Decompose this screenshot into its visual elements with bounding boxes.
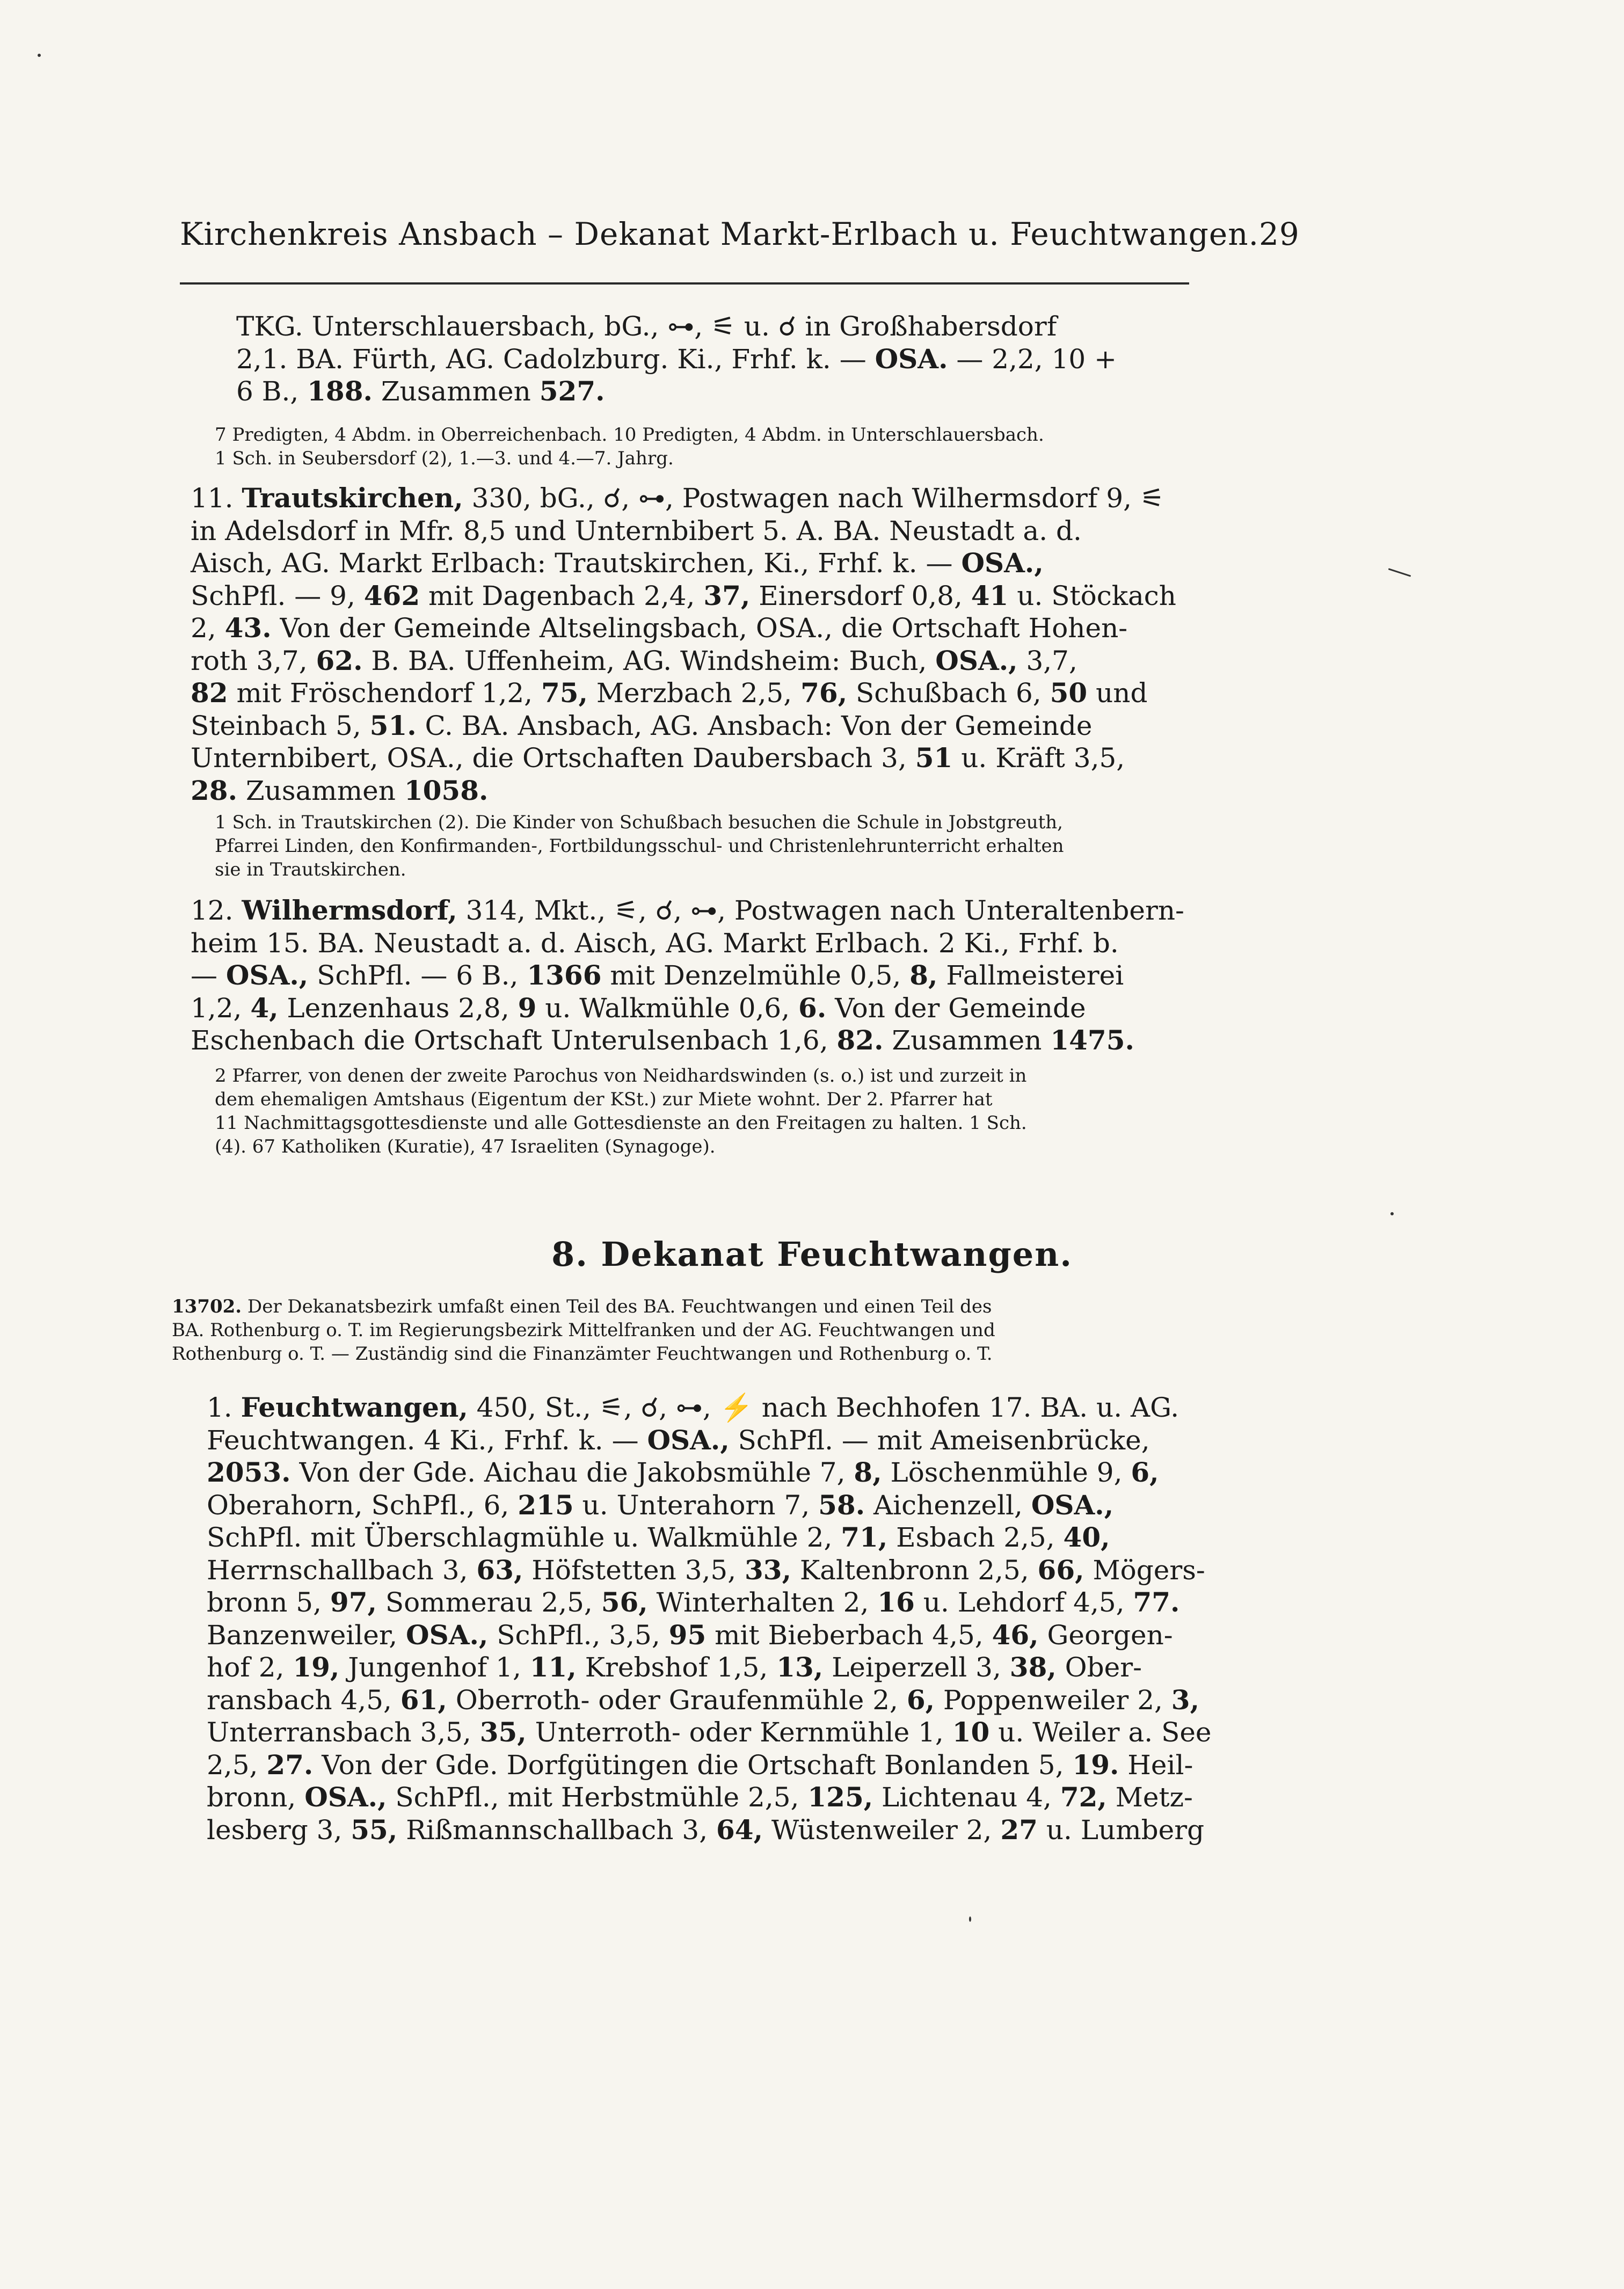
text-run: 11. xyxy=(191,483,242,514)
text-run: Rothenburg o. T. — Zuständig sind die Finanzämter Feuchtwangen und Rothenburg o. T. xyxy=(172,1343,993,1365)
text-line xyxy=(215,1135,1027,1158)
text-run: Trautskirchen, xyxy=(242,482,463,514)
text-run: 43. xyxy=(224,612,272,644)
text-line xyxy=(191,645,1176,677)
text-run: SchPfl. mit Überschlagmühle u. Walkmühle 2, xyxy=(207,1522,841,1553)
text-run: C. BA. Ansbach, AG. Ansbach: Von der Gemeinde xyxy=(416,710,1093,741)
text-run: dem ehemaligen Amtshaus (Eigentum der KSt.) zur Miete wohnt. Der 2. Pfarrer hat xyxy=(215,1089,993,1110)
text-run: OSA., xyxy=(935,644,1018,676)
text-run: Fallmeisterei xyxy=(937,960,1124,991)
text-run: 19. xyxy=(1072,1748,1119,1781)
text-line xyxy=(207,1781,1212,1814)
text-run: OSA., xyxy=(225,959,309,991)
text-run: 35, xyxy=(479,1716,527,1748)
text-run: mit Dagenbach 2,4, xyxy=(420,580,704,611)
text-run: 27. xyxy=(266,1748,314,1781)
text-run: 50 xyxy=(1050,677,1088,709)
text-line xyxy=(207,1619,1212,1652)
text-line xyxy=(215,858,1064,881)
text-run: OSA., xyxy=(1031,1489,1114,1521)
text-run: u. Walkmühle 0,6, xyxy=(536,992,799,1024)
text-run: 7 Predigten, 4 Abdm. in Oberreichenbach. 10 Predigten, 4 Abdm. in Unterschlauersbach. xyxy=(215,424,1044,446)
text-run: 28. xyxy=(191,774,237,806)
text-run: hof 2, xyxy=(207,1652,293,1683)
text-run: 314, Mkt., ⚟, ☌, ⊶, Postwagen nach Unteraltenbern- xyxy=(457,895,1184,926)
text-run: u. Weiler a. See xyxy=(989,1717,1212,1748)
text-run: OSA. xyxy=(875,342,948,375)
running-head-title: Kirchenkreis Ansbach – Dekanat Markt-Erlbach u. Feuchtwangen. xyxy=(180,216,1259,252)
text-run: Aisch, AG. Markt Erlbach: Trautskirchen, Ki., Frhf. k. — xyxy=(191,548,962,579)
text-run: Wüstenweiler 2, xyxy=(762,1814,1001,1846)
text-run: Leiperzell 3, xyxy=(823,1652,1010,1683)
text-run: Georgen- xyxy=(1038,1619,1173,1651)
entry-trautskirchen xyxy=(191,482,1176,807)
footnote-parish-10 xyxy=(215,423,1044,470)
text-run: Winterhalten 2, xyxy=(647,1587,878,1618)
text-run: Krebshof 1,5, xyxy=(576,1652,777,1683)
text-line xyxy=(191,515,1176,548)
text-run: TKG. Unterschlauersbach, bG., ⊶, ⚟ u. ☌ in Großhabersdorf xyxy=(236,311,1057,342)
scan-mark xyxy=(1388,568,1411,577)
text-run: 63, xyxy=(476,1554,523,1586)
text-run: Zusammen xyxy=(237,775,404,806)
text-run: 6, xyxy=(906,1683,935,1716)
scan-speck xyxy=(969,1916,971,1922)
text-run: Höfstetten 3,5, xyxy=(523,1554,745,1586)
text-run: 2, xyxy=(191,613,225,644)
page-number: 29 xyxy=(1259,216,1300,252)
text-run: Schußbach 6, xyxy=(847,677,1050,709)
text-run: Von der Gemeinde xyxy=(826,992,1086,1024)
text-line xyxy=(191,894,1184,927)
text-run: B. BA. Uffenheim, AG. Windsheim: Buch, xyxy=(362,645,936,676)
header-rule xyxy=(180,282,1189,285)
text-run: in Adelsdorf in Mfr. 8,5 und Unternbibert 5. A. BA. Neustadt a. d. xyxy=(191,515,1082,546)
text-line xyxy=(191,547,1176,580)
text-line xyxy=(191,482,1176,515)
footnote-trautskirchen xyxy=(215,811,1064,881)
text-run: 27 xyxy=(1000,1813,1038,1846)
scan-speck xyxy=(38,54,41,57)
text-run: 8, xyxy=(909,959,938,991)
text-run: 8, xyxy=(854,1456,882,1488)
text-line xyxy=(207,1554,1212,1587)
text-run: mit Denzelmühle 0,5, xyxy=(601,960,910,991)
text-run: lesberg 3, xyxy=(207,1814,351,1846)
text-run: OSA., xyxy=(406,1619,489,1651)
entry-unterschlauersbach-continued xyxy=(236,310,1117,408)
text-run: 6 B., xyxy=(236,376,308,407)
text-line xyxy=(207,1489,1212,1522)
text-run: OSA., xyxy=(647,1424,730,1456)
text-run: Lichtenau 4, xyxy=(873,1782,1060,1813)
text-run: u. Stöckach xyxy=(1008,580,1177,611)
text-line xyxy=(207,1749,1212,1782)
text-run: 37, xyxy=(703,579,751,611)
text-run: u. Unterahorn 7, xyxy=(573,1489,819,1521)
text-run: SchPfl. — 9, xyxy=(191,580,364,611)
text-line xyxy=(191,1024,1184,1057)
text-run: 188. xyxy=(307,375,373,407)
text-run: 64, xyxy=(716,1813,763,1846)
text-run: 3,7, xyxy=(1017,645,1077,676)
text-run: 12. xyxy=(191,895,242,926)
text-run: Oberroth- oder Graufenmühle 2, xyxy=(447,1684,907,1716)
text-run: 2,5, xyxy=(207,1749,267,1781)
text-run: Zusammen xyxy=(372,376,540,407)
text-run: Pfarrei Linden, den Konfirmanden-, Fortbildungsschul- und Christenlehrunterricht erhalten xyxy=(215,835,1064,857)
text-run: Kaltenbronn 2,5, xyxy=(791,1554,1038,1586)
text-run: 51. xyxy=(369,709,417,741)
text-run: Unternbibert, OSA., die Ortschaften Daubersbach 3, xyxy=(191,742,915,774)
running-head xyxy=(180,216,1300,252)
text-run: 6, xyxy=(1131,1456,1159,1488)
text-run: 1,2, xyxy=(191,992,251,1024)
text-line xyxy=(207,1814,1212,1847)
text-run: 19, xyxy=(293,1651,340,1683)
text-line xyxy=(207,1521,1212,1554)
text-line xyxy=(191,927,1184,960)
text-run: 2053. xyxy=(207,1456,291,1488)
text-line xyxy=(207,1586,1212,1619)
text-run: Unterroth- oder Kernmühle 1, xyxy=(526,1717,952,1748)
text-run: 1475. xyxy=(1050,1024,1134,1056)
text-run: 13702. xyxy=(172,1296,242,1317)
text-run: 125, xyxy=(807,1781,873,1813)
text-run: Unterransbach 3,5, xyxy=(207,1717,480,1748)
text-run: 4, xyxy=(250,992,279,1024)
text-run: 38, xyxy=(1009,1651,1057,1683)
text-run: 77. xyxy=(1133,1586,1180,1618)
text-run: 58. xyxy=(818,1489,865,1521)
text-run: u. Lehdorf 4,5, xyxy=(914,1587,1133,1618)
text-run: 82. xyxy=(836,1024,884,1056)
text-run: SchPfl. — mit Ameisenbrücke, xyxy=(729,1424,1150,1456)
text-line xyxy=(172,1342,995,1366)
text-run: Zusammen xyxy=(883,1025,1051,1056)
text-run: 11, xyxy=(529,1651,577,1683)
text-line xyxy=(207,1716,1212,1749)
text-line xyxy=(215,1111,1027,1135)
text-line xyxy=(191,742,1176,775)
text-run: SchPfl., 3,5, xyxy=(488,1619,669,1651)
text-run: 2 Pfarrer, von denen der zweite Parochus von Neidhardswinden (s. o.) ist und zurzeit in xyxy=(215,1065,1027,1087)
text-run: SchPfl., mit Herbstmühle 2,5, xyxy=(387,1782,808,1813)
text-line xyxy=(191,677,1176,710)
text-run: 72, xyxy=(1060,1781,1107,1813)
text-run: 450, St., ⚟, ☌, ⊶, ⚡ nach Bechhofen 17. BA. u. AG. xyxy=(468,1392,1179,1423)
text-run: mit Fröschendorf 1,2, xyxy=(228,677,541,709)
text-run: — xyxy=(191,960,226,991)
text-run: Feuchtwangen, xyxy=(241,1391,468,1423)
text-line xyxy=(215,1088,1027,1111)
text-run: 6. xyxy=(798,992,827,1024)
text-run: Rißmannschallbach 3, xyxy=(397,1814,716,1846)
text-run: 1. xyxy=(207,1392,241,1423)
text-run: 215 xyxy=(518,1489,574,1521)
text-run: mit Bieberbach 4,5, xyxy=(706,1619,992,1651)
section-heading: 8. Dekanat Feuchtwangen. xyxy=(551,1235,1073,1274)
text-line xyxy=(191,580,1176,613)
text-run: 11 Nachmittagsgottesdienste und alle Gottesdienste an den Freitagen zu halten. 1 Sch. xyxy=(215,1112,1027,1134)
text-run: 330, bG., ☌, ⊶, Postwagen nach Wilhermsdorf 9, ⚟ xyxy=(463,483,1164,514)
footnote-wilhermsdorf xyxy=(215,1064,1027,1158)
text-run: 9 xyxy=(518,992,537,1024)
text-run: Banzenweiler, xyxy=(207,1619,406,1651)
text-run: Feuchtwangen. 4 Ki., Frhf. k. — xyxy=(207,1424,647,1456)
text-line xyxy=(191,775,1176,807)
text-line xyxy=(215,423,1044,447)
text-run: ransbach 4,5, xyxy=(207,1684,400,1716)
text-run: bronn, xyxy=(207,1782,305,1813)
text-run: bronn 5, xyxy=(207,1587,330,1618)
text-run: 462 xyxy=(363,579,420,611)
text-run: 16 xyxy=(877,1586,915,1618)
text-run: Esbach 2,5, xyxy=(887,1522,1064,1553)
text-run: Poppenweiler 2, xyxy=(935,1684,1171,1716)
text-run: heim 15. BA. Neustadt a. d. Aisch, AG. Markt Erlbach. 2 Ki., Frhf. b. xyxy=(191,927,1119,959)
text-run: 56, xyxy=(601,1586,648,1618)
text-run: 1058. xyxy=(404,774,489,806)
text-line xyxy=(207,1684,1212,1717)
text-run: 95 xyxy=(668,1619,707,1651)
text-line xyxy=(215,447,1044,470)
text-run: Der Dekanatsbezirk umfaßt einen Teil des BA. Feuchtwangen und einen Teil des xyxy=(242,1296,992,1317)
text-run: 66, xyxy=(1037,1554,1084,1586)
text-run: Jungenhof 1, xyxy=(339,1652,530,1683)
text-line xyxy=(207,1424,1212,1457)
text-run: 82 xyxy=(191,677,228,709)
text-run: 527. xyxy=(539,375,605,407)
text-run: Von der Gde. Dorfgütingen die Ortschaft Bonlanden 5, xyxy=(313,1749,1073,1781)
text-line xyxy=(236,375,1117,408)
text-run: Metz- xyxy=(1106,1782,1193,1813)
text-run: 1 Sch. in Trautskirchen (2). Die Kinder von Schußbach besuchen die Schule in Jobstgreuth, xyxy=(215,812,1063,833)
text-run: 51 xyxy=(915,742,953,774)
text-run: 76, xyxy=(800,677,848,709)
text-line xyxy=(236,343,1117,376)
text-run: 46, xyxy=(992,1619,1039,1651)
text-run: SchPfl. — 6 B., xyxy=(308,960,527,991)
text-run: 40, xyxy=(1063,1521,1110,1553)
text-run: 41 xyxy=(971,579,1009,611)
text-run: Steinbach 5, xyxy=(191,710,370,741)
text-run: 33, xyxy=(745,1554,791,1586)
text-run: OSA., xyxy=(961,547,1044,579)
entry-feuchtwangen xyxy=(207,1391,1212,1846)
text-line xyxy=(191,612,1176,645)
text-run: 62. xyxy=(316,644,363,676)
text-run: Eschenbach die Ortschaft Unterulsenbach 1,6, xyxy=(191,1025,837,1056)
text-run: BA. Rothenburg o. T. im Regierungsbezirk Mittelfranken und der AG. Feuchtwangen und xyxy=(172,1320,995,1341)
text-run: 10 xyxy=(952,1716,990,1748)
text-run: Aichenzell, xyxy=(865,1489,1031,1521)
text-run: Heil- xyxy=(1119,1749,1193,1781)
text-run: 13, xyxy=(776,1651,824,1683)
text-run: 61, xyxy=(400,1683,447,1716)
text-run: Wilhermsdorf, xyxy=(242,894,457,926)
text-line xyxy=(207,1391,1212,1424)
text-run: u. Lumberg xyxy=(1037,1814,1205,1846)
text-run: sie in Trautskirchen. xyxy=(215,859,406,880)
text-line xyxy=(215,834,1064,858)
text-run: Sommerau 2,5, xyxy=(376,1587,601,1618)
text-run: 1366 xyxy=(527,959,602,991)
text-run: 1 Sch. in Seubersdorf (2), 1.—3. und 4.—7. Jahrg. xyxy=(215,448,674,469)
text-run: Oberahorn, SchPfl., 6, xyxy=(207,1489,518,1521)
text-line xyxy=(215,1064,1027,1088)
text-run: 71, xyxy=(841,1521,888,1553)
text-run: 97, xyxy=(330,1586,377,1618)
text-run: roth 3,7, xyxy=(191,645,316,676)
entry-wilhermsdorf xyxy=(191,894,1184,1057)
text-line xyxy=(191,992,1184,1025)
text-line xyxy=(207,1456,1212,1489)
text-run: 75, xyxy=(541,677,588,709)
text-line xyxy=(191,710,1176,742)
text-run: — 2,2, 10 + xyxy=(948,343,1117,375)
text-run: (4). 67 Katholiken (Kuratie), 47 Israeliten (Synagoge). xyxy=(215,1136,716,1157)
text-run: 3, xyxy=(1171,1683,1199,1716)
text-run: Von der Gemeinde Altselingsbach, OSA., die Ortschaft Hohen- xyxy=(271,613,1128,644)
text-line xyxy=(191,959,1184,992)
text-run: Von der Gde. Aichau die Jakobsmühle 7, xyxy=(290,1457,854,1488)
text-run: Herrnschallbach 3, xyxy=(207,1554,477,1586)
text-run: Lenzenhaus 2,8, xyxy=(278,992,518,1024)
text-line xyxy=(172,1318,995,1342)
text-line xyxy=(236,310,1117,343)
scan-speck xyxy=(1390,1212,1394,1215)
text-run: Einersdorf 0,8, xyxy=(750,580,971,611)
text-run: 55, xyxy=(351,1813,398,1846)
deanery-intro-paragraph xyxy=(172,1295,995,1366)
text-run: Ober- xyxy=(1056,1652,1142,1683)
text-run: Mögers- xyxy=(1084,1554,1205,1586)
text-run: u. Kräft 3,5, xyxy=(952,742,1125,774)
text-run: und xyxy=(1087,677,1148,709)
text-run: OSA., xyxy=(304,1781,387,1813)
text-line xyxy=(172,1295,995,1318)
text-run: Löschenmühle 9, xyxy=(882,1457,1131,1488)
text-line xyxy=(215,811,1064,834)
text-run: 2,1. BA. Fürth, AG. Cadolzburg. Ki., Frhf. k. — xyxy=(236,343,875,375)
text-run: Merzbach 2,5, xyxy=(587,677,801,709)
text-line xyxy=(207,1651,1212,1684)
